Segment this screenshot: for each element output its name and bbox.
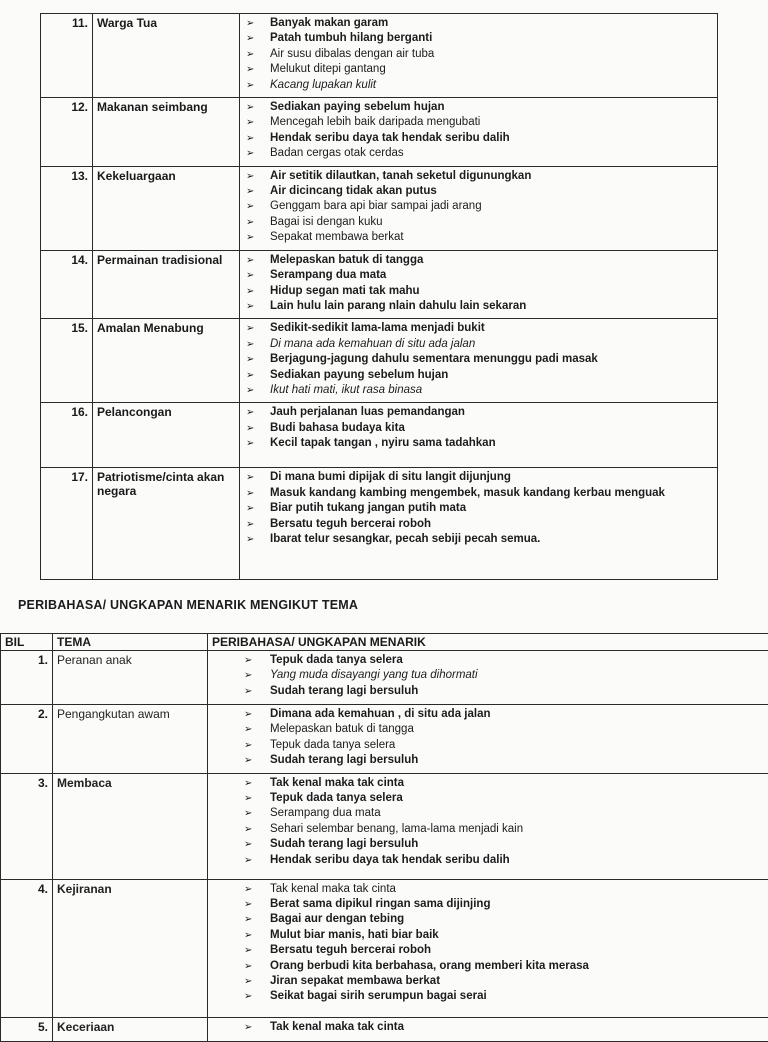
proverb-item: ➢ Air susu dibalas dengan air tuba	[270, 47, 717, 62]
proverb-item: ➢ Tepuk dada tanya selera	[270, 738, 768, 753]
proverb-item: ➢ Ibarat telur sesangkar, pecah sebiji pecah semua.	[270, 532, 717, 547]
row-number: 17.	[41, 468, 93, 580]
proverb-item: ➢ Air setitik dilautkan, tanah seketul digunungkan	[270, 169, 717, 184]
proverb-item: ➢ Serampang dua mata	[270, 806, 768, 821]
proverb-item: ➢ Hendak seribu daya tak hendak seribu dalih	[270, 131, 717, 146]
proverb-item: ➢ Hidup segan mati tak mahu	[270, 284, 717, 299]
proverb-item: ➢ Budi bahasa budaya kita	[270, 421, 717, 436]
proverb-item: ➢ Seikat bagai sirih serumpun bagai serai	[270, 989, 768, 1004]
theme-proverb-table-1	[40, 13, 718, 580]
proverb-item: ➢ Tak kenal maka tak cinta	[270, 882, 768, 897]
row-number: 12.	[41, 98, 93, 167]
theme-label: Patriotisme/cinta akan negara	[93, 468, 240, 580]
proverb-item: ➢ Kecil tapak tangan , nyiru sama tadahkan	[270, 436, 717, 451]
theme-label: Membaca	[53, 773, 208, 879]
theme-label: Peranan anak	[53, 651, 208, 705]
table-row	[41, 166, 718, 250]
proverb-item: ➢ Hendak seribu daya tak hendak seribu dalih	[270, 853, 768, 868]
proverb-cell	[208, 651, 768, 705]
theme-label: Amalan Menabung	[93, 319, 240, 403]
proverb-item: ➢ Bersatu teguh bercerai roboh	[270, 943, 768, 958]
proverb-item: ➢ Ikut hati mati, ikut rasa binasa	[270, 383, 717, 398]
theme-label: Makanan seimbang	[93, 98, 240, 167]
proverb-item: ➢ Bagai isi dengan kuku	[270, 215, 717, 230]
proverb-item: ➢ Di mana bumi dipijak di situ langit dijunjung	[270, 470, 717, 485]
proverb-item: ➢ Sepakat membawa berkat	[270, 230, 717, 245]
proverb-item: ➢ Berjagung-jagung dahulu sementara menunggu padi masak	[270, 352, 717, 367]
proverb-item: ➢ Kacang lupakan kulit	[270, 78, 717, 93]
table-row	[1, 705, 768, 774]
proverb-item: ➢ Masuk kandang kambing mengembek, masuk kandang kerbau menguak	[270, 486, 717, 501]
table-row	[1, 879, 768, 1017]
proverb-item: ➢ Sudah terang lagi bersuluh	[270, 753, 768, 768]
table-row	[41, 14, 718, 98]
theme-label: Kejiranan	[53, 879, 208, 1017]
proverb-item: ➢ Sudah terang lagi bersuluh	[270, 684, 768, 699]
proverb-item: ➢ Yang muda disayangi yang tua dihormati	[270, 668, 768, 683]
table-row	[41, 98, 718, 167]
proverb-cell	[240, 403, 718, 468]
proverb-item: ➢ Genggam bara api biar sampai jadi arang	[270, 199, 717, 214]
proverb-item: ➢ Jauh perjalanan luas pemandangan	[270, 405, 717, 420]
proverb-item: ➢ Tepuk dada tanya selera	[270, 791, 768, 806]
proverb-cell	[240, 98, 718, 167]
proverb-cell	[240, 166, 718, 250]
theme-label: Warga Tua	[93, 14, 240, 98]
proverb-item: ➢ Serampang dua mata	[270, 268, 717, 283]
proverb-cell	[208, 773, 768, 879]
proverb-item: ➢ Biar putih tukang jangan putih mata	[270, 501, 717, 516]
table-row	[41, 468, 718, 580]
proverb-item: ➢ Lain hulu lain parang nlain dahulu lain sekaran	[270, 299, 717, 314]
row-number: 15.	[41, 319, 93, 403]
proverb-item: ➢ Bagai aur dengan tebing	[270, 912, 768, 927]
table-header-row	[1, 634, 768, 651]
theme-label: Keceriaan	[53, 1017, 208, 1041]
proverb-item: ➢ Tak kenal maka tak cinta	[270, 776, 768, 791]
theme-label: Kekeluargaan	[93, 166, 240, 250]
header-peribahasa: PERIBAHASA/ UNGKAPAN MENARIK	[208, 634, 768, 651]
theme-label: Pengangkutan awam	[53, 705, 208, 774]
proverb-item: ➢ Banyak makan garam	[270, 16, 717, 31]
proverb-cell	[240, 319, 718, 403]
proverb-item: ➢ Sedikit-sedikit lama-lama menjadi bukit	[270, 321, 717, 336]
proverb-item: ➢ Badan cergas otak cerdas	[270, 146, 717, 161]
proverb-item: ➢ Berat sama dipikul ringan sama dijinjing	[270, 897, 768, 912]
theme-label: Pelancongan	[93, 403, 240, 468]
proverb-cell	[208, 705, 768, 774]
proverb-cell	[208, 879, 768, 1017]
table-row	[41, 319, 718, 403]
header-tema: TEMA	[53, 634, 208, 651]
proverb-item: ➢ Sediakan paying sebelum hujan	[270, 100, 717, 115]
row-number: 14.	[41, 250, 93, 319]
section-heading: PERIBAHASA/ UNGKAPAN MENARIK MENGIKUT TEMA	[18, 598, 358, 612]
proverb-item: ➢ Mencegah lebih baik daripada mengubati	[270, 115, 717, 130]
proverb-item: ➢ Sehari selembar benang, lama-lama menjadi kain	[270, 822, 768, 837]
proverb-item: ➢ Di mana ada kemahuan di situ ada jalan	[270, 337, 717, 352]
proverb-cell	[208, 1017, 768, 1041]
row-number: 2.	[1, 705, 53, 774]
proverb-item: ➢ Bersatu teguh bercerai roboh	[270, 517, 717, 532]
proverb-item: ➢ Melukut ditepi gantang	[270, 62, 717, 77]
row-number: 11.	[41, 14, 93, 98]
proverb-item: ➢ Tepuk dada tanya selera	[270, 653, 768, 668]
table-row	[1, 651, 768, 705]
theme-label: Permainan tradisional	[93, 250, 240, 319]
row-number: 5.	[1, 1017, 53, 1041]
proverb-item: ➢ Jiran sepakat membawa berkat	[270, 974, 768, 989]
proverb-item: ➢ Dimana ada kemahuan , di situ ada jalan	[270, 707, 768, 722]
proverb-item: ➢ Melepaskan batuk di tangga	[270, 722, 768, 737]
table-row	[1, 1017, 768, 1041]
proverb-item: ➢ Sudah terang lagi bersuluh	[270, 837, 768, 852]
proverb-cell	[240, 14, 718, 98]
row-number: 16.	[41, 403, 93, 468]
header-bil: BIL	[1, 634, 53, 651]
proverb-item: ➢ Air dicincang tidak akan putus	[270, 184, 717, 199]
proverb-cell	[240, 250, 718, 319]
proverb-item: ➢ Mulut biar manis, hati biar baik	[270, 928, 768, 943]
proverb-cell	[240, 468, 718, 580]
row-number: 1.	[1, 651, 53, 705]
row-number: 3.	[1, 773, 53, 879]
row-number: 4.	[1, 879, 53, 1017]
proverb-item: ➢ Patah tumbuh hilang berganti	[270, 31, 717, 46]
proverb-item: ➢ Orang berbudi kita berbahasa, orang memberi kita merasa	[270, 959, 768, 974]
table-row	[1, 773, 768, 879]
proverb-item: ➢ Sediakan payung sebelum hujan	[270, 368, 717, 383]
table-row	[41, 250, 718, 319]
table-row	[41, 403, 718, 468]
theme-proverb-table-2	[0, 633, 768, 1042]
proverb-item: ➢ Tak kenal maka tak cinta	[270, 1020, 768, 1035]
row-number: 13.	[41, 166, 93, 250]
proverb-item: ➢ Melepaskan batuk di tangga	[270, 253, 717, 268]
